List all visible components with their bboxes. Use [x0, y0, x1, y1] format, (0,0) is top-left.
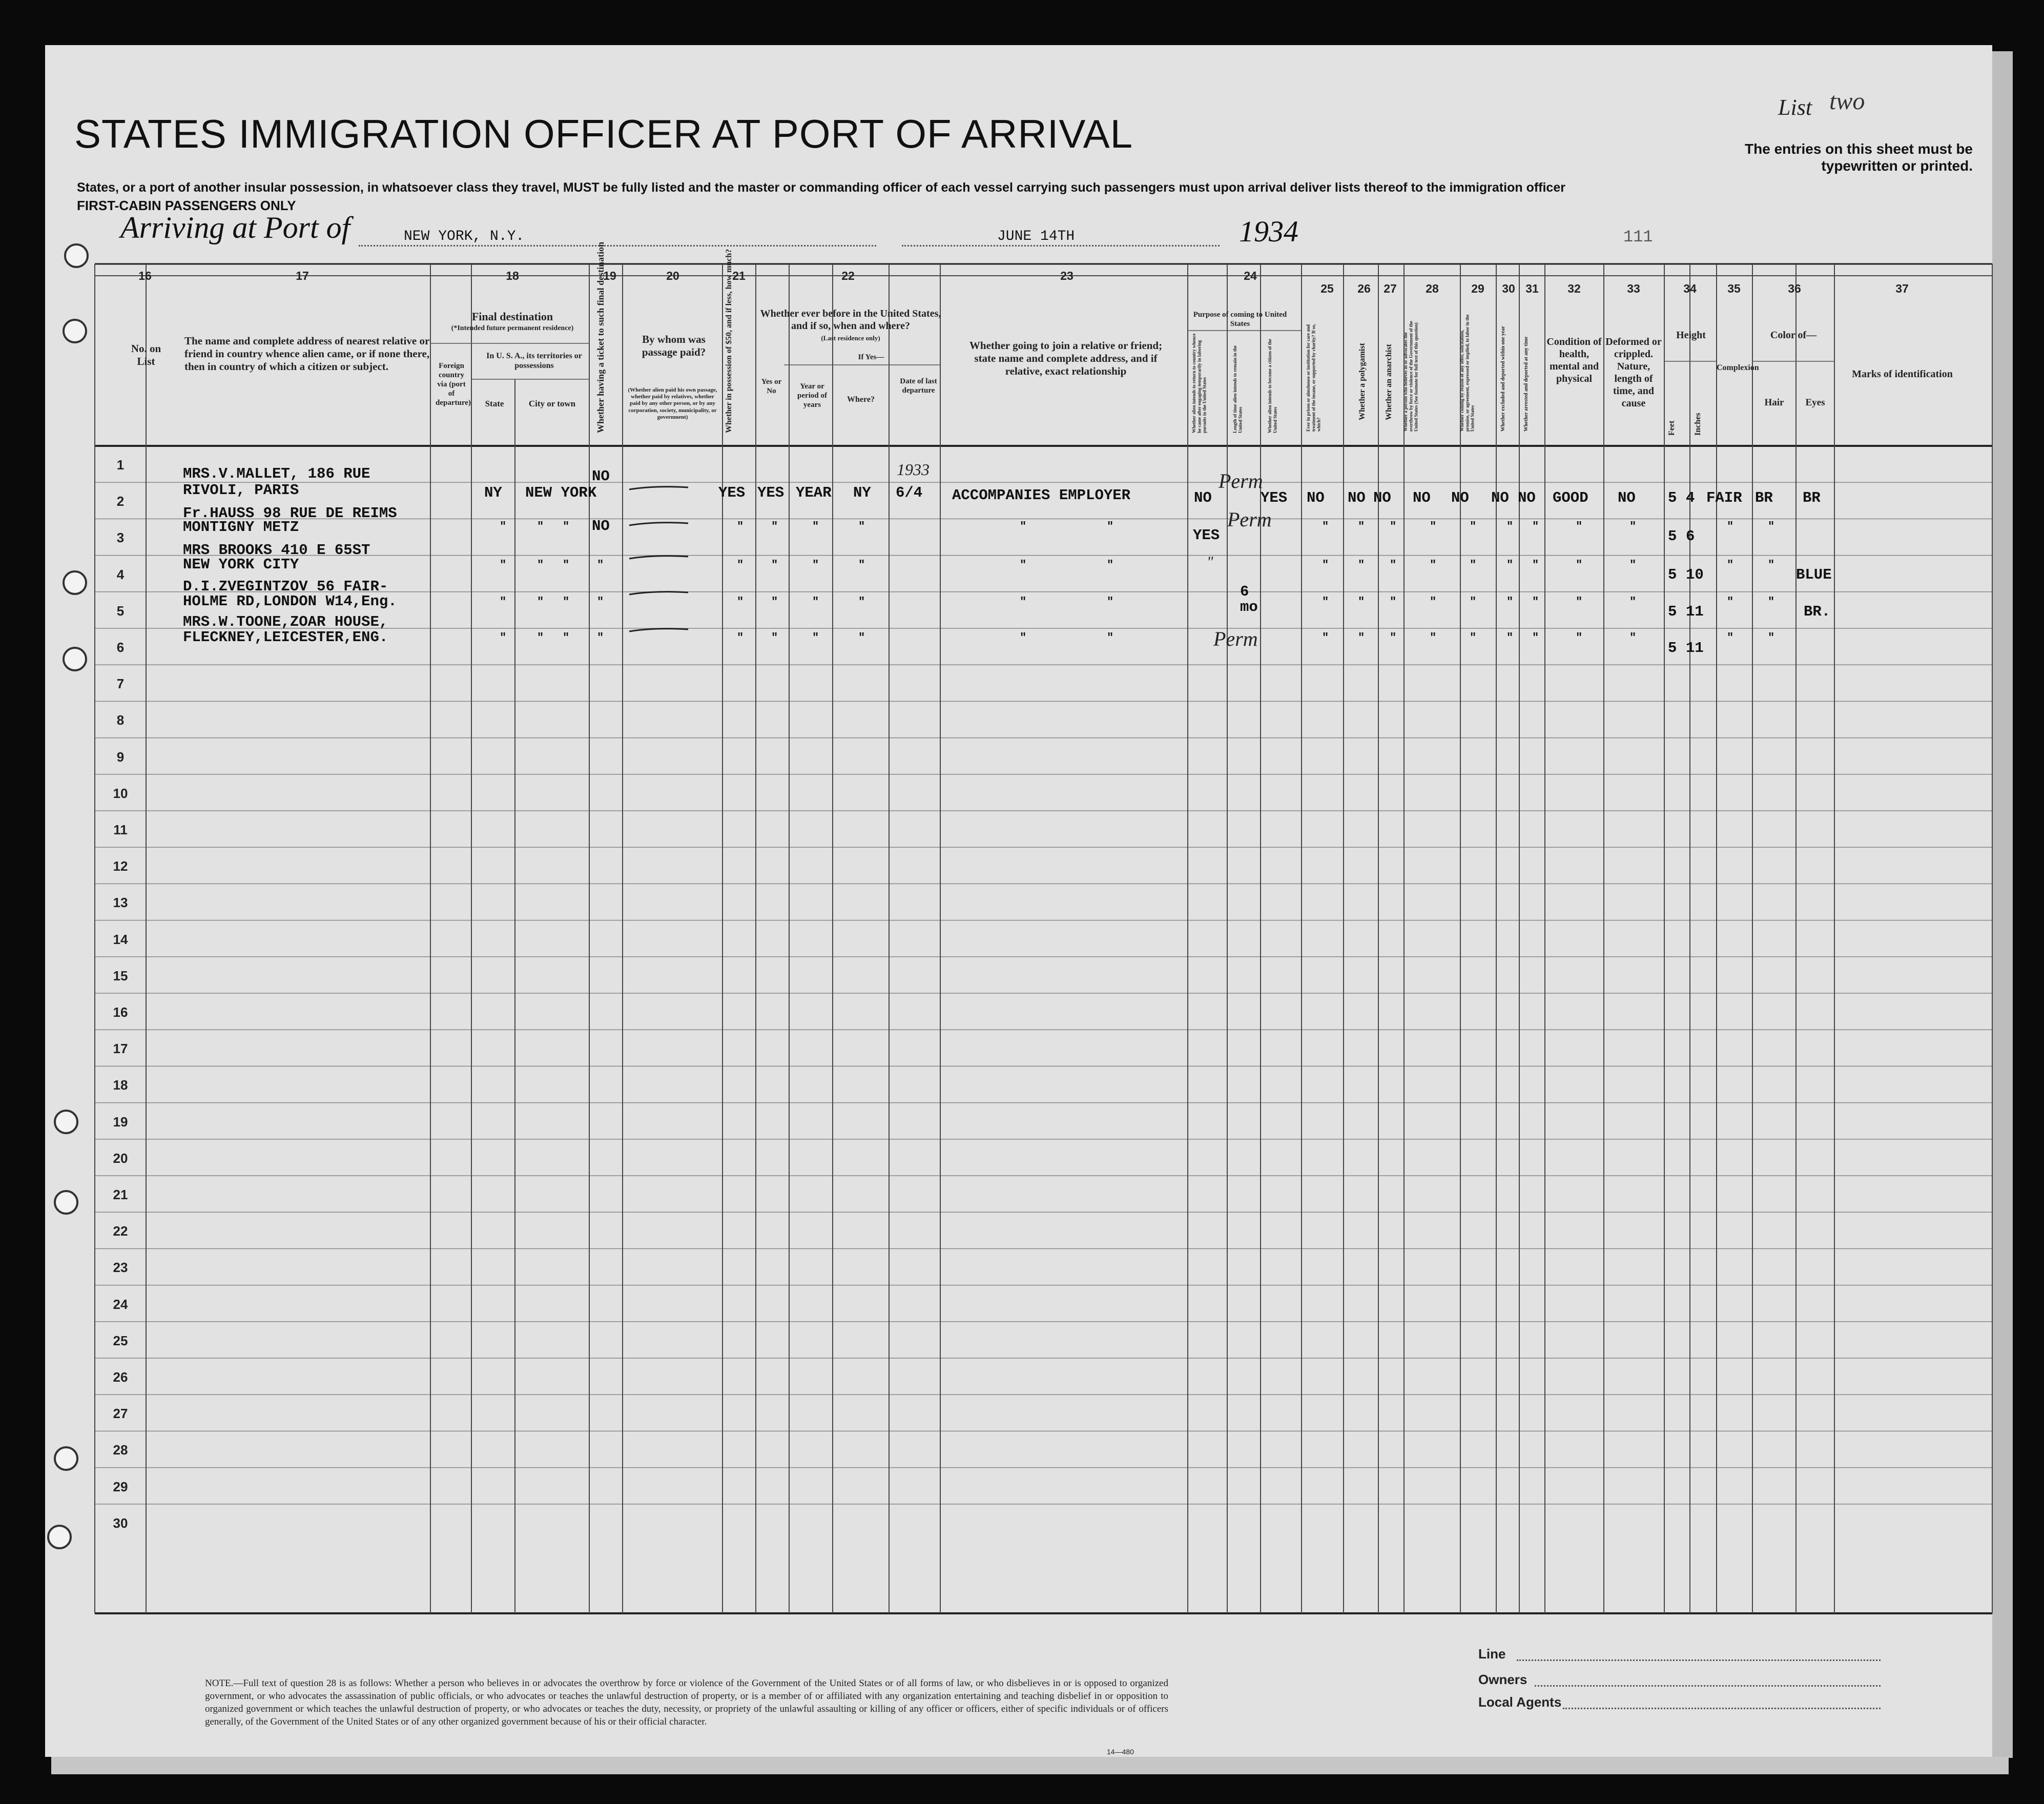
purpose-length: " — [1207, 554, 1213, 570]
header-relative-address: The name and complete address of nearest relative or friend in country whence alien came, or if none there, then in country of which a citizen or subject. — [184, 335, 430, 373]
complexion: FAIR — [1706, 489, 1742, 506]
column-number: 35 — [1727, 282, 1741, 295]
ditto-mark: " — [1576, 559, 1583, 571]
arrival-date: JUNE 14TH — [997, 229, 1075, 244]
ditto-mark: " — [597, 631, 604, 644]
ditto-mark: " — [563, 596, 570, 608]
header-anarchist: Whether an anarchist — [1385, 344, 1393, 420]
ditto-mark: " — [812, 631, 819, 644]
header-passage-note: (Whether alien paid his own passage, whether paid by relatives, whether paid by any other person, or by any corporation, society, municipality, or government) — [628, 387, 717, 420]
height-feet: 5 — [1668, 603, 1677, 620]
ditto-mark: " — [597, 559, 604, 571]
ditto-mark: " — [1020, 631, 1027, 644]
height-inches: 11 — [1686, 603, 1704, 620]
ditto-mark: " — [812, 596, 819, 608]
footnote: NOTE.—Full text of question 28 is as follows: Whether a person who believes in or advocates the overthrow by force or violence of the Government of the United States or of all forms of law, or who disbelieves in or is opposed to organized government, or who advocates the assassination of public officials, or who advocates or teaches the unlawful destruction of property, or is a member of or affiliated with any organization entertaining and teaching disbelief in or opposition to organized government or which teaches the unlawful destruction of property, or who advocates or teaches the duty, necessity, or propriety of the unlawful assaulting or killing of any officer or officers, either of specific individuals or of officers generally, of the Government of the United States or of any other organized government because of his or their official character. — [205, 1678, 1168, 1727]
ditto-mark: " — [597, 596, 604, 608]
ticket: NO — [592, 468, 610, 485]
ditto-mark: " — [812, 520, 819, 533]
ditto-mark: " — [1358, 631, 1365, 644]
binder-hole — [63, 570, 87, 595]
ditto-mark: " — [1506, 631, 1514, 644]
column-number: 34 — [1683, 282, 1697, 295]
ditto-mark: " — [1576, 596, 1583, 608]
header-in-usa: In U. S. A., its territories or possessions — [486, 352, 582, 371]
footer-agents-fill — [1563, 1708, 1881, 1709]
header-prison: Ever in prison or almshouse or institution for care and treatment of the insane, or supported by charity? If so, which? — [1306, 324, 1322, 432]
header-deformed: Deformed or crippled. Nature, length of time, and cause — [1605, 336, 1662, 409]
ditto-mark: " — [1727, 559, 1734, 571]
ditto-mark: " — [537, 520, 544, 533]
purpose-return: YES — [1193, 527, 1220, 544]
ditto-mark: " — [771, 596, 778, 608]
ditto-mark: " — [858, 596, 865, 608]
header-if-yes: If Yes— — [858, 353, 884, 361]
ever-before-us: YES — [757, 484, 784, 501]
ditto-mark: " — [1727, 596, 1734, 608]
ditto-mark: " — [1358, 559, 1365, 571]
row-number: 24 — [113, 1296, 128, 1312]
relative-line-8: HOLME RD,LONDON W14,Eng. — [183, 593, 397, 610]
anarchist: NO — [1373, 489, 1391, 506]
row-number: 9 — [116, 749, 125, 765]
passage-paid-dash — [629, 487, 688, 489]
ditto-mark: " — [1470, 596, 1477, 608]
row-number: 2 — [116, 494, 125, 509]
ditto-mark: " — [1727, 520, 1734, 533]
height-feet: 5 — [1668, 640, 1677, 657]
header-q28: Whether a person who believes in or advocates the overthrow by force or violence of the Government of the United States (See footnote for full text of this question) — [1403, 321, 1419, 432]
ditto-mark: " — [1390, 520, 1397, 533]
ditto-mark: " — [500, 559, 507, 571]
header-color-of: Color of— — [1770, 330, 1817, 341]
q29: NO — [1451, 489, 1469, 506]
ditto-mark: " — [1532, 520, 1539, 533]
ditto-mark: " — [737, 520, 744, 533]
header-state: State — [485, 399, 504, 408]
column-number: 28 — [1426, 282, 1439, 295]
column-number: 31 — [1525, 282, 1539, 295]
ditto-mark: " — [858, 631, 865, 644]
row-number: 16 — [113, 1004, 128, 1020]
ditto-mark: " — [537, 631, 544, 644]
height-feet: 5 — [1668, 489, 1677, 506]
column-number: 30 — [1502, 282, 1515, 295]
list-label: List — [1778, 95, 1812, 120]
row-number: 17 — [113, 1041, 128, 1057]
header-city: City or town — [528, 399, 576, 408]
ditto-mark: " — [1430, 520, 1437, 533]
ditto-mark: " — [1727, 631, 1734, 644]
binder-hole — [54, 1446, 78, 1471]
possession-of-50: YES — [718, 484, 746, 501]
height-feet: 5 — [1668, 566, 1677, 583]
column-number: 17 — [296, 269, 309, 282]
height-inches: 10 — [1686, 566, 1704, 583]
health: GOOD — [1553, 489, 1588, 506]
header-purpose: Purpose of coming to United States — [1193, 311, 1287, 328]
header-excluded: Whether excluded and deported within one year — [1500, 326, 1506, 432]
relative-line-1: MRS.V.MALLET, 186 RUE — [183, 465, 370, 482]
column-number: 19 — [603, 269, 616, 282]
ditto-mark: " — [563, 559, 570, 571]
binder-hole — [64, 243, 89, 268]
ditto-mark: " — [1358, 596, 1365, 608]
polygamist: NO — [1348, 489, 1366, 506]
column-number: 21 — [732, 269, 746, 282]
ditto-mark: " — [1768, 596, 1775, 608]
purpose-citizen: YES — [1261, 489, 1288, 506]
header-yes-no: Yes or No — [761, 378, 782, 395]
row-number: 10 — [113, 785, 128, 801]
ditto-mark: " — [1629, 520, 1637, 533]
excluded: NO — [1491, 489, 1509, 506]
row-number: 26 — [113, 1369, 128, 1385]
column-number: 36 — [1788, 282, 1801, 295]
footer-owners-fill — [1535, 1685, 1881, 1687]
column-number: 20 — [666, 269, 679, 282]
header-q29: Whether coming by reason of any offer, solicitation, promise, or agreement, expressed or implied, to labor in the United States — [1459, 314, 1475, 432]
relative-line-2: RIVOLI, PARIS — [183, 482, 299, 499]
footer-line-label: Line — [1478, 1646, 1506, 1662]
passage-paid-dash — [629, 556, 688, 559]
ditto-mark: " — [1390, 631, 1397, 644]
footer-owners-label: Owners — [1478, 1672, 1527, 1687]
column-number: 16 — [138, 269, 152, 282]
eyes: BR — [1803, 489, 1821, 506]
last-departure: 6/4 — [896, 484, 923, 501]
joining-relative: ACCOMPANIES EMPLOYER — [952, 487, 1131, 504]
header-arrested: Whether arrested and deported at any time — [1523, 336, 1529, 432]
ditto-mark: " — [1390, 559, 1397, 571]
header-purpose-c: Whether alien intends to become a citizen of the United States — [1267, 339, 1278, 433]
arriving-label: Arriving at Port of — [120, 211, 350, 244]
row-number: 6 — [116, 640, 125, 655]
header-ticket: Whether having a ticket to such final destination — [595, 241, 606, 433]
binder-hole — [54, 1190, 78, 1215]
header-polygamist: Whether a polygamist — [1358, 343, 1367, 420]
header-complexion: Complexion — [1717, 363, 1759, 372]
dest-city: NEW YORK — [525, 484, 597, 501]
header-eyes: Eyes — [1805, 397, 1825, 408]
form-number: 14—480 — [1107, 1748, 1134, 1756]
eyes: BR. — [1804, 603, 1831, 620]
header-joining: Whether going to join a relative or friend; state name and complete address, and if relative, exact relationship — [969, 339, 1163, 378]
ditto-mark: " — [537, 559, 544, 571]
ditto-mark: " — [1506, 596, 1514, 608]
height-inches: 6 — [1686, 528, 1695, 545]
binder-hole — [63, 647, 87, 671]
row-number: 14 — [113, 931, 128, 947]
ditto-mark: " — [1532, 631, 1539, 644]
ditto-mark: " — [1107, 559, 1114, 571]
column-number: 25 — [1320, 282, 1334, 295]
ditto-mark: " — [500, 520, 507, 533]
hair: BR — [1755, 489, 1773, 506]
row-number: 27 — [113, 1406, 128, 1422]
header-hair: Hair — [1764, 397, 1784, 408]
q28: NO — [1413, 489, 1431, 506]
ditto-mark: " — [500, 596, 507, 608]
row-number: 5 — [116, 603, 125, 619]
ditto-mark: " — [737, 559, 744, 571]
ditto-mark: " — [1430, 596, 1437, 608]
header-health: Condition of health, mental and physical — [1546, 336, 1602, 384]
header-where: Where? — [847, 395, 875, 404]
row-number: 23 — [113, 1260, 128, 1276]
ditto-mark: " — [771, 631, 778, 644]
row-number: 1 — [116, 457, 125, 473]
header-last-departure: Date of last departure — [900, 377, 937, 395]
passage-paid-dash — [629, 629, 688, 631]
header-foreign-country: Foreign country via (port of departure) — [436, 362, 471, 407]
row-number: 20 — [113, 1150, 128, 1166]
ditto-mark: " — [563, 631, 570, 644]
header-before-us-note: (Last residence only) — [821, 334, 880, 342]
ditto-mark: " — [858, 559, 865, 571]
header-passage-paid: By whom was passage paid? — [642, 333, 706, 359]
departure-year: 1933 — [897, 460, 930, 479]
row-number: 19 — [113, 1114, 128, 1130]
row-number: 13 — [113, 895, 128, 911]
class-line: FIRST-CABIN PASSENGERS ONLY — [77, 198, 296, 213]
prison: NO — [1307, 489, 1325, 506]
relative-line-4: MONTIGNY METZ — [183, 519, 299, 536]
header-period: Year or period of years — [797, 382, 827, 409]
ditto-mark: " — [1768, 559, 1775, 571]
height-inches: 11 — [1686, 640, 1704, 657]
ditto-mark: " — [858, 520, 865, 533]
ditto-mark: " — [1107, 631, 1114, 644]
row-number: 30 — [113, 1515, 128, 1531]
where: NY — [853, 484, 871, 501]
ticket: NO — [592, 518, 610, 535]
arrested: NO — [1518, 489, 1536, 506]
row-number: 12 — [113, 858, 128, 874]
ditto-mark: " — [1322, 559, 1329, 571]
header-purpose-a: Whether alien intends to return to country whence he came after engaging temporarily in laboring pursuits in the United States — [1191, 333, 1207, 433]
ditto-mark: " — [1576, 631, 1583, 644]
row-number: 15 — [113, 968, 128, 983]
header-final-destination: Final destination — [471, 310, 553, 323]
ditto-mark: " — [1506, 520, 1514, 533]
subtitle: States, or a port of another insular possession, in whatsoever class they travel, MUST be fully listed and the master or commanding officer of each vessel carrying such passengers must upon arrival deliver lists thereof to the immigration officer — [77, 180, 1565, 195]
row-number: 28 — [113, 1442, 128, 1458]
relative-line-6: NEW YORK CITY — [183, 556, 299, 573]
ditto-mark: " — [1506, 559, 1514, 571]
ditto-mark: " — [563, 520, 570, 533]
purpose-length: 6 — [1240, 583, 1249, 600]
ditto-mark: " — [737, 596, 744, 608]
header-no-on-list: No. on List — [131, 342, 161, 368]
binder-hole — [63, 319, 87, 343]
page-title: STATES IMMIGRATION OFFICER AT PORT OF ARRIVAL — [74, 111, 1133, 156]
column-number: 23 — [1060, 269, 1073, 282]
row-number: 3 — [116, 530, 125, 546]
ditto-mark: " — [1470, 520, 1477, 533]
row-number: 25 — [113, 1332, 128, 1348]
ditto-mark: " — [1470, 631, 1477, 644]
row-number: 7 — [116, 676, 125, 692]
ditto-mark: " — [1390, 596, 1397, 608]
purpose-length: mo — [1240, 599, 1258, 616]
ditto-mark: " — [1322, 631, 1329, 644]
ditto-mark: " — [737, 631, 744, 644]
column-number: 22 — [841, 269, 855, 282]
ditto-mark: " — [812, 559, 819, 571]
ditto-mark: " — [771, 520, 778, 533]
header-feet: Feet — [1667, 420, 1676, 436]
row-number: 21 — [113, 1187, 128, 1202]
row-number: 8 — [116, 712, 125, 728]
ditto-mark: " — [1629, 596, 1637, 608]
ditto-mark: " — [1020, 520, 1027, 533]
ditto-mark: " — [1629, 559, 1637, 571]
arrival-port: NEW YORK, N.Y. — [404, 229, 525, 244]
ditto-mark: " — [1107, 520, 1114, 533]
page-reference: 111 — [1623, 228, 1653, 247]
relative-line-5: MRS BROOKS 410 E 65ST — [183, 542, 370, 559]
row-number: 22 — [113, 1223, 128, 1239]
dest-state: NY — [484, 484, 502, 501]
ditto-mark: " — [1020, 559, 1027, 571]
arrival-year: 1934 — [1239, 215, 1298, 248]
footer-line-fill — [1517, 1659, 1881, 1661]
row-number: 11 — [113, 822, 128, 837]
eyes: BLUE — [1796, 566, 1832, 583]
header-fifty-dollars: Whether in possession of $50, and if less, how much? — [725, 249, 733, 433]
footer-local-agents-label: Local Agents — [1478, 1694, 1562, 1710]
purpose-length: Perm — [1227, 508, 1272, 531]
purpose-length: Perm — [1219, 469, 1263, 493]
column-number: 32 — [1567, 282, 1581, 295]
ditto-mark: " — [1322, 596, 1329, 608]
deformed: NO — [1618, 489, 1636, 506]
column-number: 37 — [1895, 282, 1909, 295]
header-height: Height — [1676, 330, 1706, 341]
binder-hole — [54, 1110, 78, 1134]
ditto-mark: " — [1470, 559, 1477, 571]
row-number: 29 — [113, 1479, 128, 1494]
column-number: 18 — [506, 269, 519, 282]
header-marks: Marks of identification — [1852, 368, 1953, 380]
ditto-mark: " — [1768, 520, 1775, 533]
ditto-mark: " — [1322, 520, 1329, 533]
typewritten-instructions: The entries on this sheet must be typewritten or printed. — [1745, 141, 1973, 174]
ditto-mark: " — [1532, 559, 1539, 571]
header-before-us: Whether ever before in the United States, and if so, when and where? — [760, 308, 941, 332]
column-number: 24 — [1244, 269, 1257, 282]
ditto-mark: " — [1430, 559, 1437, 571]
purpose-return: NO — [1194, 489, 1212, 506]
header-purpose-b: Length of time alien intends to remain in the United States — [1232, 345, 1243, 433]
period-of-years: YEAR — [796, 484, 832, 501]
ditto-mark: " — [1576, 520, 1583, 533]
header-final-destination-note: (*Intended future permanent residence) — [451, 324, 574, 332]
ditto-mark: " — [1532, 596, 1539, 608]
height-feet: 5 — [1668, 528, 1677, 545]
ditto-mark: " — [1358, 520, 1365, 533]
column-number: 33 — [1627, 282, 1640, 295]
ditto-mark: " — [1430, 631, 1437, 644]
passage-paid-dash — [629, 523, 688, 525]
ditto-mark: " — [1768, 631, 1775, 644]
column-number: 26 — [1357, 282, 1371, 295]
relative-line-9: MRS.W.TOONE,ZOAR HOUSE, — [183, 613, 388, 630]
column-number: 27 — [1384, 282, 1397, 295]
header-inches: Inches — [1694, 413, 1702, 436]
height-inches: 4 — [1686, 489, 1695, 506]
column-number: 29 — [1471, 282, 1484, 295]
relative-line-7: D.I.ZVEGINTZOV 56 FAIR- — [183, 578, 388, 595]
purpose-length: Perm — [1213, 627, 1258, 650]
ditto-mark: " — [1629, 631, 1637, 644]
binder-hole — [47, 1525, 72, 1549]
ditto-mark: " — [537, 596, 544, 608]
ditto-mark: " — [500, 631, 507, 644]
list-value: two — [1829, 88, 1865, 115]
ditto-mark: " — [1020, 596, 1027, 608]
row-number: 18 — [113, 1077, 128, 1093]
relative-line-10: FLECKNEY,LEICESTER,ENG. — [183, 629, 388, 646]
row-number: 4 — [116, 566, 125, 582]
ditto-mark: " — [1107, 596, 1114, 608]
relative-line-3: Fr.HAUSS 98 RUE DE REIMS — [183, 505, 397, 522]
ditto-mark: " — [771, 559, 778, 571]
